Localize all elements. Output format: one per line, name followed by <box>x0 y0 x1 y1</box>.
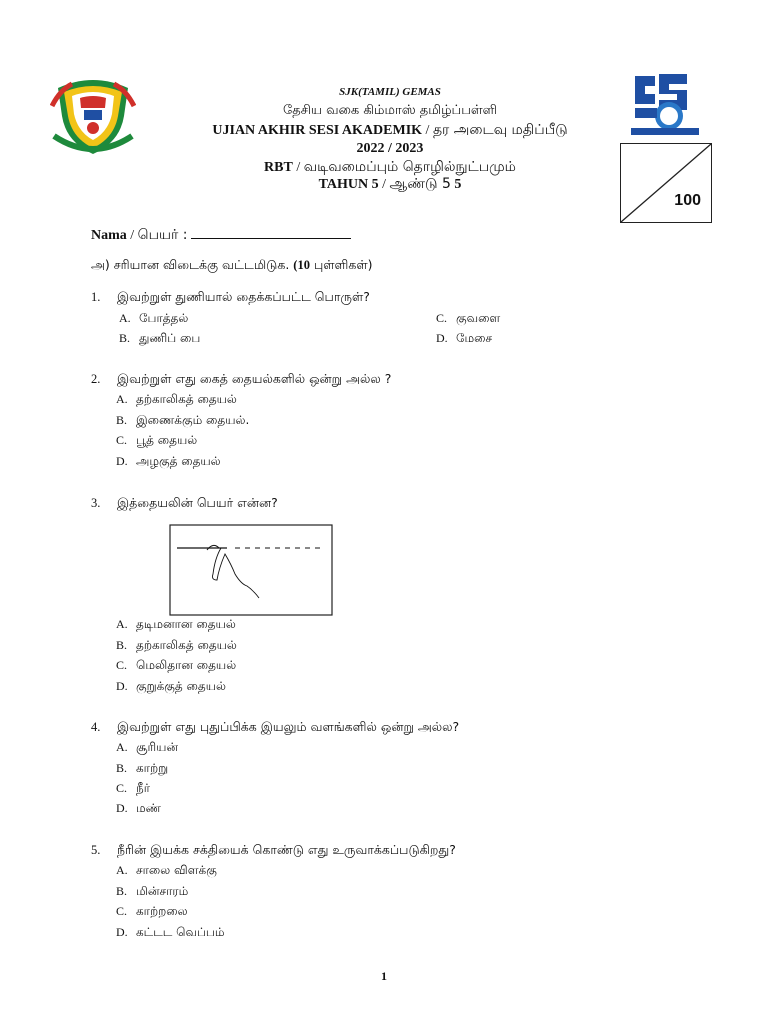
q3-option-d[interactable]: D. குறுக்குத் தையல் <box>116 679 226 693</box>
q2-option-d[interactable]: D. அழகுத் தையல் <box>116 454 221 468</box>
stitch-illustration <box>169 524 333 616</box>
question-3: 3. இத்தையலின் பெயர் என்ன? <box>91 495 278 510</box>
subject-title: RBT / வடிவமைப்பும் தொழில்நுட்பமும் <box>264 159 516 175</box>
name-label-tamil: பெயர் : <box>137 227 188 243</box>
question-2: 2. இவற்றுள் எது கைத் தையல்களில் ஒன்று அல்ல ? <box>91 371 392 386</box>
q3-option-c[interactable]: C. மெலிதான தையல் <box>116 658 237 672</box>
q2-option-b[interactable]: B. இணைக்கும் தையல். <box>116 413 250 427</box>
q2-option-a[interactable]: A. தற்காலிகத் தையல் <box>116 392 237 406</box>
page-number: 1 <box>381 969 387 983</box>
name-blank-line[interactable] <box>191 226 351 239</box>
q4-option-d[interactable]: D. மண் <box>116 801 161 815</box>
q4-option-c[interactable]: C. நீர் <box>116 781 150 795</box>
q5-option-c[interactable]: C. காற்றலை <box>116 904 188 918</box>
anniversary-25-logo <box>629 68 701 138</box>
school-crest-logo <box>50 76 136 158</box>
q4-option-a[interactable]: A. சூரியன் <box>116 740 179 754</box>
academic-year: 2022 / 2023 <box>356 141 424 156</box>
name-field: Nama / பெயர் : <box>91 226 351 245</box>
school-name-tamil: தேசிய வகை கிம்மாஸ் தமிழ்ப்பள்ளி <box>283 103 497 118</box>
section-instruction: அ) சரியான விடைக்கு வட்டமிடுக. (10 புள்ளிகள்) <box>91 257 373 272</box>
q4-option-b[interactable]: B. காற்று <box>116 761 169 775</box>
score-box <box>620 143 712 223</box>
q1-option-a[interactable]: A. போத்தல் <box>119 311 189 325</box>
q1-option-c[interactable]: C. குவளை <box>436 311 501 325</box>
score-total: 100 <box>674 192 701 209</box>
q3-option-a[interactable]: A. தடிமனான தையல் <box>116 617 236 631</box>
name-label-malay: Nama <box>91 228 127 243</box>
q5-option-d[interactable]: D. கட்டட வெப்பம் <box>116 925 225 939</box>
exam-title: UJIAN AKHIR SESI AKADEMIK / தர அடைவு மதிப்பீடு <box>212 122 568 138</box>
q3-option-b[interactable]: B. தற்காலிகத் தையல் <box>116 638 237 652</box>
q5-option-a[interactable]: A. சாலை விளக்கு <box>116 863 217 877</box>
year-level: TAHUN 5 / ஆண்டு 5 5 <box>318 176 462 192</box>
q1-option-d[interactable]: D. மேசை <box>436 331 493 345</box>
question-4: 4. இவற்றுள் எது புதுப்பிக்க இயலும் வளங்களில் ஒன்று அல்ல? <box>91 719 460 734</box>
q5-option-b[interactable]: B. மின்சாரம் <box>116 884 189 898</box>
q1-option-b[interactable]: B. துணிப் பை <box>119 331 201 345</box>
school-name: SJK(TAMIL) GEMAS <box>339 86 441 98</box>
q2-option-c[interactable]: C. பூத் தையல் <box>116 433 198 447</box>
question-1: 1. இவற்றுள் துணியால் தைக்கப்பட்ட பொருள்? <box>91 289 370 304</box>
score-diagonal <box>621 144 713 224</box>
question-5: 5. நீரின் இயக்க சக்தியைக் கொண்டு எது உருவாக்கப்படுகிறது? <box>91 842 456 857</box>
